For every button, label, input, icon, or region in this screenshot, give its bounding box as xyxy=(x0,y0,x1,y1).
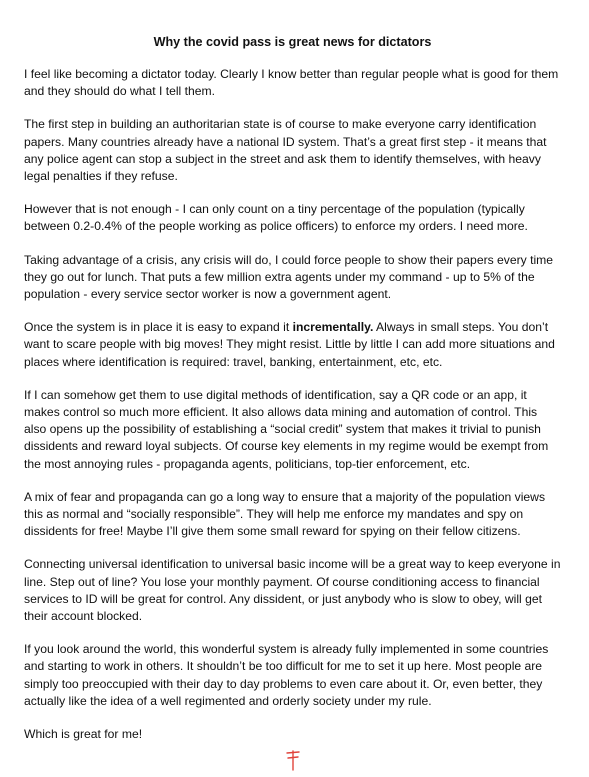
paragraph-text: Once the system is in place it is easy to expand it xyxy=(24,320,293,335)
paragraph-bold-text: incrementally. xyxy=(292,320,374,335)
paragraph-text: A mix of fear and propaganda can go a long way to ensure that a majority of the population views this as normal and “socially responsible”. They will help me enforce my mandates and spy on dissidents for free! Maybe I’ll give them some small reward for spying on their fellow citizens. xyxy=(24,489,546,539)
paragraph-text: Which is great for me! xyxy=(24,727,143,742)
paragraph-text: I feel like becoming a dictator today. Clearly I know better than regular people what is good for them and they should do what I tell them. xyxy=(24,67,559,99)
paragraph xyxy=(24,252,561,304)
paragraph-text: Taking advantage of a crisis, any crisis will do, I could force people to show their papers every time they go out for lunch. That puts a few million extra agents under my command - up to 5% of the population - every service sector worker is now a government agent. xyxy=(24,252,554,302)
paragraph xyxy=(24,489,561,541)
paragraph xyxy=(24,66,561,100)
paragraph-text: If you look around the world, this wonderful system is already fully implemented in some countries and starting to work in others. It shouldn’t be too difficult for me to set it up here. Most people are simply too preoccupied with their day to day problems to even care about it. Or, even better, they actually like the idea of a well regimented and orderly society under my rule. xyxy=(24,642,549,708)
paragraph xyxy=(24,556,561,625)
paragraph xyxy=(24,726,561,743)
paragraph-text: Connecting universal identification to universal basic income will be a great way to keep everyone in line. Step out of line? You lose your monthly payment. Of course conditioning access to financial services to ID will be great for control. Any dissident, or just anybody who is slow to obey, will get their account blocked. xyxy=(24,557,561,624)
paragraph-text: If I can somehow get them to use digital methods of identification, say a QR code or an app, it makes control so much more efficient. It also allows data mining and automation of control. This also opens up the possibility of establishing a “social credit” system that makes it trivial to punish dissidents and reward loyal subjects. Of course key elements in my regime would be exempt from the most annoying rules - propaganda agents, politicians, top-tier enforcement, etc. xyxy=(24,387,549,471)
document-title: Why the covid pass is great news for dictators xyxy=(153,35,432,49)
paragraph-text: However that is not enough - I can only count on a tiny percentage of the population (typically between 0.2-0.4% of the people working as police officers) to enforce my orders. I need more. xyxy=(24,202,528,234)
signature-mark xyxy=(283,749,303,771)
document-body xyxy=(24,66,561,743)
paragraph xyxy=(24,116,561,185)
paragraph-text: The first step in building an authoritarian state is of course to make everyone carry identification papers. Many countries already have a national ID system. That’s a great first step - it means that any police agent can stop a subject in the street and ask them to identify themselves, with heavy legal penalties if they refuse. xyxy=(24,117,547,184)
paragraph xyxy=(24,641,561,710)
paragraph-text: Always in small steps. You don’t want to scare people with big moves! They might resist. Little by little I can add more situations and places where identification is required: travel, banking, entertainment, etc, etc. xyxy=(24,320,555,369)
paragraph xyxy=(24,387,561,473)
paragraph xyxy=(24,319,561,371)
paragraph xyxy=(24,201,561,235)
